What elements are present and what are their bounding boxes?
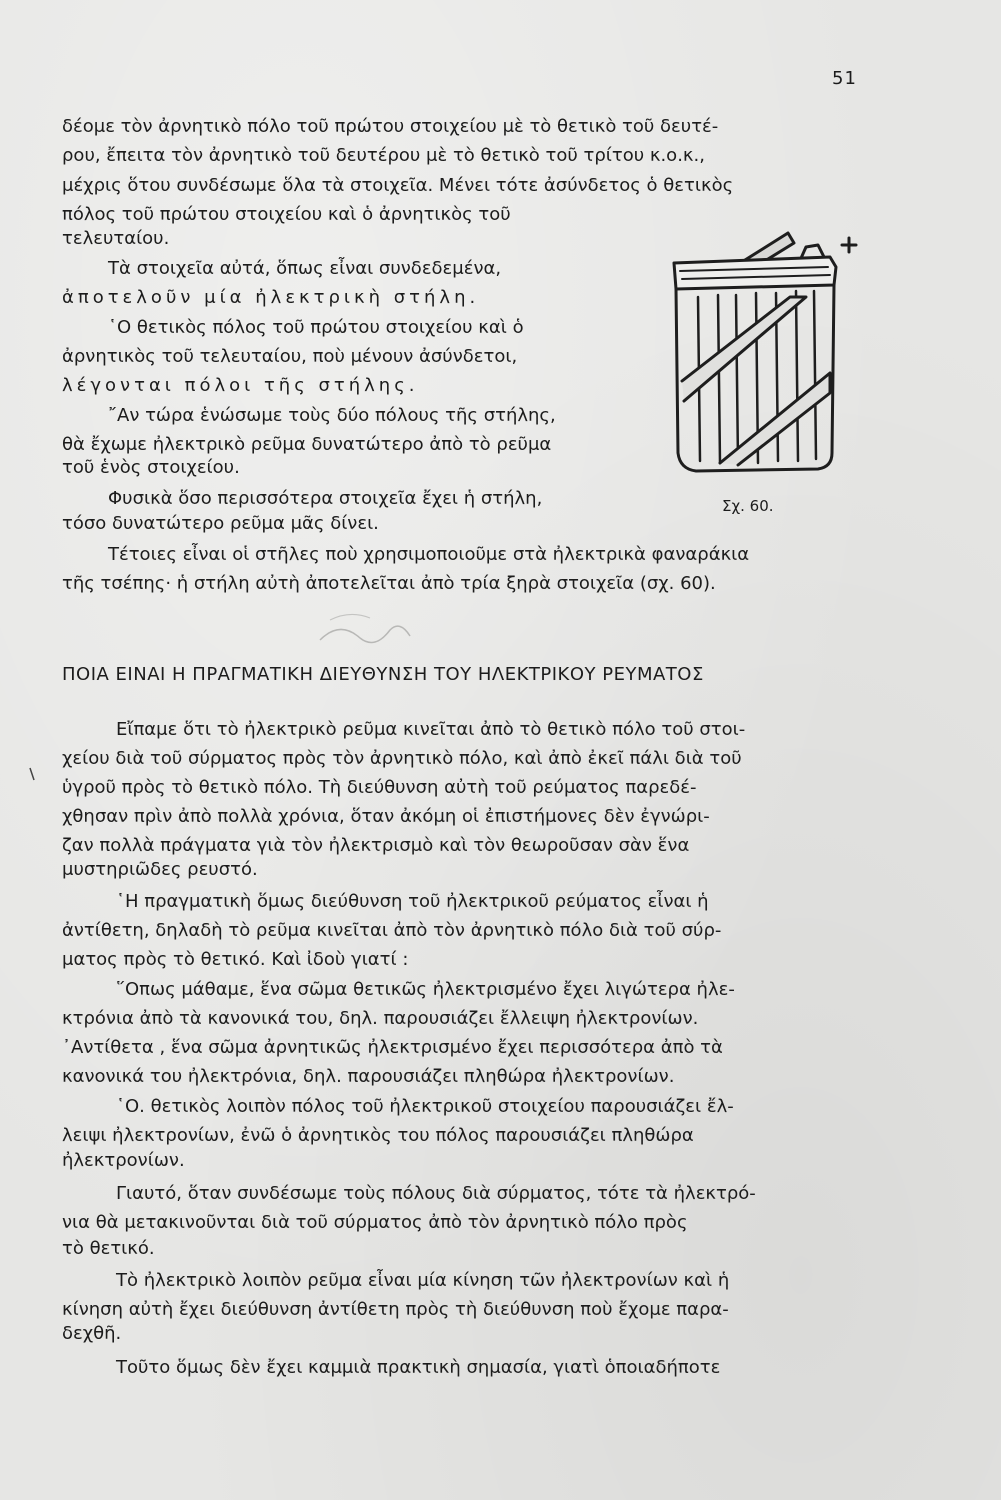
text-line: ἀρνητικὸς τοῦ τελευταίου, ποὺ μένουν ἀσύνδετοι, — [62, 346, 518, 367]
text-line: ἀποτελοῦν μία ἠλεκτρικὴ στήλη. — [62, 287, 480, 308]
text-line: ἠλεκτρονίων. — [62, 1150, 185, 1171]
text-line: Γιαυτό, ὅταν συνδέσωμε τοὺς πόλους διὰ σύρματος, τότε τὰ ἠλεκτρό- — [116, 1183, 756, 1204]
text-line: Τέτοιες εἶναι οἱ στῆλες ποὺ χρησιμοποιοῦμε στὰ ἠλεκτρικὰ φαναράκια — [108, 544, 750, 565]
text-line: ῞Οπως μάθαμε, ἕνα σῶμα θετικῶς ἠλεκτρισμένο ἔχει λιγώτερα ἠλε- — [116, 979, 735, 1000]
text-line: Τὸ ἠλεκτρικὸ λοιπὸν ρεῦμα εἶναι μία κίνηση τῶν ἠλεκτρονίων καὶ ἡ — [116, 1270, 730, 1291]
text-line: τῆς τσέπης· ἡ στήλη αὐτὴ ἀποτελεῖται ἀπὸ τρία ξηρὰ στοιχεῖα (σχ. 60). — [62, 573, 716, 594]
text-line: Τὰ στοιχεῖα αὐτά, ὅπως εἶναι συνδεδεμένα, — [108, 258, 502, 279]
text-line: δέομε τὸν ἀρνητικὸ πόλο τοῦ πρώτου στοιχείου μὲ τὸ θετικὸ τοῦ δευτέ- — [62, 116, 719, 137]
text-line: κίνηση αὐτὴ ἔχει διεύθυνση ἀντίθετη πρὸς τὴ διεύθυνση ποὺ ἔχομε παρα- — [62, 1299, 729, 1320]
text-line: Τοῦτο ὅμως δὲν ἔχει καμμιὰ πρακτικὴ σημασία, γιατὶ ὁποιαδήποτε — [116, 1357, 721, 1378]
text-line: τελευταίου. — [62, 228, 170, 249]
page-number: 51 — [832, 68, 857, 89]
text-line: χθησαν πρὶν ἀπὸ πολλὰ χρόνια, ὅταν ἀκόμη οἱ ἐπιστήμονες δὲν ἐγνώρι- — [62, 806, 710, 827]
section-heading: ΠΟΙΑ ΕΙΝΑΙ Η ΠΡΑΓΜΑΤΙΚΗ ΔΙΕΥΘΥΝΣΗ ΤΟΥ ΗΛΕΚΤΡΙΚΟΥ ΡΕΥΜΑΤΟΣ — [62, 664, 704, 685]
text-line: τόσο δυνατώτερο ρεῦμα μᾶς δίνει. — [62, 513, 379, 534]
text-line: Εἴπαμε ὅτι τὸ ἠλεκτρικὸ ρεῦμα κινεῖται ἀπὸ τὸ θετικὸ πόλο τοῦ στοι- — [116, 719, 746, 740]
text-line: μέχρις ὅτου συνδέσωμε ὅλα τὰ στοιχεῖα. Μένει τότε ἀσύνδετος ὁ θετικὸς — [62, 175, 734, 196]
text-line: θὰ ἔχωμε ἠλεκτρικὸ ρεῦμα δυνατώτερο ἀπὸ τὸ ρεῦμα — [62, 434, 552, 455]
text-line: πόλος τοῦ πρώτου στοιχείου καὶ ὁ ἀρνητικὸς τοῦ — [62, 204, 511, 225]
text-line: κτρόνια ἀπὸ τὰ κανονικά του, δηλ. παρουσιάζει ἔλλειψη ἠλεκτρονίων. — [62, 1008, 699, 1029]
text-line: ῎Αν τώρα ἑνώσωμε τοὺς δύο πόλους τῆς στήλης, — [108, 405, 556, 426]
text-line: ματος πρὸς τὸ θετικό. Καὶ ἰδοὺ γιατί : — [62, 949, 409, 970]
text-line: τοῦ ἑνὸς στοιχείου. — [62, 457, 240, 478]
text-line: ζαν πολλὰ πράγματα γιὰ τὸν ἠλεκτρισμὸ καὶ τὸν θεωροῦσαν σὰν ἕνα — [62, 835, 690, 856]
text-line: ρου, ἔπειτα τὸν ἀρνητικὸ τοῦ δευτέρου μὲ τὸ θετικὸ τοῦ τρίτου κ.ο.κ., — [62, 145, 705, 166]
text-line: ὑγροῦ πρὸς τὸ θετικὸ πόλο. Τὴ διεύθυνση αὐτὴ τοῦ ρεύματος παρεδέ- — [62, 777, 697, 798]
text-line: δεχθῆ. — [62, 1323, 122, 1344]
text-line: ῾Ο. θετικὸς λοιπὸν πόλος τοῦ ἠλεκτρικοῦ στοιχείου παρουσιάζει ἔλ- — [116, 1096, 734, 1117]
text-line: νια θὰ μετακινοῦνται διὰ τοῦ σύρματος ἀπὸ τὸν ἀρνητικὸ πόλο πρὸς — [62, 1212, 688, 1233]
text-line: κανονικά του ἠλεκτρόνια, δηλ. παρουσιάζει πληθώρα ἠλεκτρονίων. — [62, 1066, 675, 1087]
text-line: Φυσικὰ ὅσο περισσότερα στοιχεῖα ἔχει ἡ στήλη, — [108, 488, 543, 509]
margin-tick — [24, 764, 40, 786]
text-line: χείου διὰ τοῦ σύρματος πρὸς τὸν ἀρνητικὸ πόλο, καὶ ἀπὸ ἐκεῖ πάλι διὰ τοῦ — [62, 748, 742, 769]
figure-caption: Σχ. 60. — [722, 497, 774, 515]
battery-illustration — [660, 205, 870, 495]
text-line: τὸ θετικό. — [62, 1238, 155, 1259]
text-line: λειψι ἠλεκτρονίων, ἐνῶ ὁ ἀρνητικὸς του πόλος παρουσιάζει πληθώρα — [62, 1125, 694, 1146]
text-line: ἀντίθετη, δηλαδὴ τὸ ρεῦμα κινεῖται ἀπὸ τὸν ἀρνητικὸ πόλο διὰ τοῦ σύρ- — [62, 920, 722, 941]
text-line: ῾Η πραγματικὴ ὅμως διεύθυνση τοῦ ἠλεκτρικοῦ ρεύματος εἶναι ἡ — [116, 891, 709, 912]
pencil-scribble — [300, 600, 440, 660]
text-line: μυστηριῶδες ρευστό. — [62, 859, 258, 880]
battery-figure — [660, 205, 870, 495]
text-line: ῾Ο θετικὸς πόλος τοῦ πρώτου στοιχείου καὶ ὁ — [108, 317, 524, 338]
text-line: λέγονται πόλοι τῆς στήλης. — [62, 375, 419, 396]
text-line: ᾿Αντίθετα , ἕνα σῶμα ἀρνητικῶς ἠλεκτρισμένο ἔχει περισσότερα ἀπὸ τὰ — [62, 1037, 723, 1058]
